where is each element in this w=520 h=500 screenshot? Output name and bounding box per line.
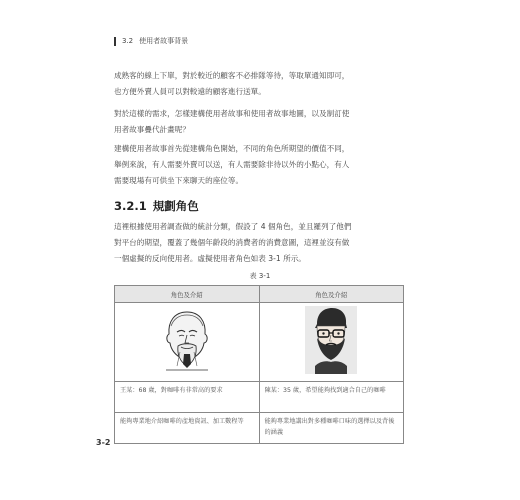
role-description: 王某：68 歲，對咖啡有非常高的要求	[115, 382, 260, 413]
body-paragraph-3	[114, 141, 410, 189]
header-section-title: 使用者故事背景	[139, 37, 189, 45]
paragraph-line: 一個虛擬的反向使用者。虛擬使用者角色如表 3-1 所示。	[114, 254, 306, 263]
avatar-cell	[115, 303, 260, 382]
paragraph-line: 也方便外賣人員可以對較遠的顧客進行送單。	[114, 87, 266, 96]
paragraph-line: 舉例來說，有人需要外賣可以送，有人需要除非待以外的小點心，有人	[114, 160, 350, 169]
paragraph-line: 這裡根據使用者調查做的統計分類，假設了 4 個角色，並且羅列了他們	[114, 222, 352, 231]
section-number: 3.2.1	[114, 199, 147, 213]
role-table	[114, 285, 404, 444]
section-title: 規劃角色	[152, 199, 199, 213]
section-paragraph	[114, 219, 410, 267]
paragraph-line: 需要現場有可供坐下來聊天的座位等。	[114, 176, 244, 185]
role-needs: 能夠專業地講出對多種咖啡口味的選擇以及背後的涵義	[259, 413, 404, 444]
page-number: 3-2	[96, 438, 111, 447]
elderly-man-avatar-icon	[156, 306, 218, 372]
table-header-cell: 角色及介紹	[115, 286, 260, 303]
paragraph-line: 對於這樣的需求，怎樣建構使用者故事和使用者故事地圖，以及制訂使	[114, 109, 350, 118]
avatar-row	[115, 303, 404, 382]
needs-row	[115, 413, 404, 444]
paragraph-line: 建構使用者故事首先從建構角色開始，不同的角色所期望的價值不同，	[114, 144, 350, 153]
body-paragraph-2	[114, 106, 410, 138]
header-section-number: 3.2	[122, 37, 134, 45]
bearded-man-avatar-icon	[305, 306, 357, 374]
role-description: 陳某：35 歲，希望能夠找到適合自己的咖啡	[259, 382, 404, 413]
description-row	[115, 382, 404, 413]
table-header-cell: 角色及介紹	[259, 286, 404, 303]
header-bar-mark	[114, 37, 116, 46]
paragraph-line: 對平台的期望，覆蓋了幾個年齡段的消費者的消費意圖，這裡並沒有做	[114, 238, 350, 247]
avatar-cell	[259, 303, 404, 382]
role-needs: 能夠專業地介紹咖啡的產地資訊、加工數程等	[115, 413, 260, 444]
body-paragraph-1	[114, 68, 410, 100]
table-caption: 表 3-1	[249, 272, 271, 280]
paragraph-line: 成熟客的線上下單，對於較近的顧客不必排隊等待，等取單通知即可，	[114, 71, 350, 80]
table-header-row	[115, 286, 404, 303]
running-header	[114, 36, 188, 46]
section-heading	[114, 198, 199, 214]
paragraph-line: 用者故事疊代計畫呢？	[114, 125, 190, 134]
